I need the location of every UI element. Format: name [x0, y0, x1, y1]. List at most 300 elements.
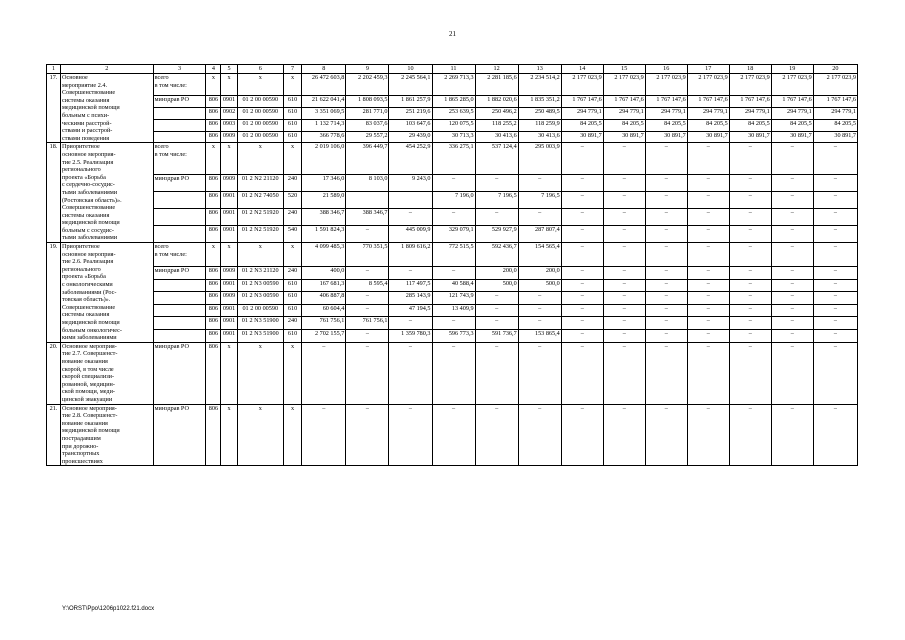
amount-cell: – — [645, 226, 687, 243]
measure-name-line: Основное мероприя- — [62, 342, 117, 350]
measure-name-line: вование оказания — [62, 357, 108, 365]
measure-name-line: ской помощи, меди- — [62, 388, 115, 396]
section-code: 0901 — [221, 304, 237, 317]
amount-cell: 30 891,7 — [729, 131, 771, 143]
amount-cell: 47 194,5 — [389, 304, 432, 317]
target-article-code: х — [237, 243, 283, 267]
amount-cell: – — [645, 192, 687, 209]
amount-cell: – — [771, 209, 813, 226]
amount-cell: – — [687, 243, 729, 267]
amount-cell: 329 079,1 — [432, 226, 475, 243]
amount-cell: 250 489,5 — [518, 107, 561, 119]
amount-cell: 529 927,9 — [475, 226, 518, 243]
amount-cell: 21 622 041,4 — [302, 96, 346, 108]
amount-cell: 167 681,3 — [302, 279, 346, 292]
grbs-code: 806 — [206, 279, 221, 292]
amount-cell: 8 595,4 — [346, 279, 389, 292]
grbs-code: 806 — [206, 131, 221, 143]
amount-cell: – — [302, 342, 346, 404]
column-number-5: 5 — [221, 65, 237, 74]
amount-cell: – — [603, 209, 645, 226]
amount-cell: 1 359 780,3 — [389, 330, 432, 343]
grbs-code: 806 — [206, 226, 221, 243]
amount-cell: – — [729, 317, 771, 330]
measure-name-line: больным с сосудис- — [62, 226, 114, 234]
section-code: 0903 — [221, 119, 237, 131]
funding-source — [153, 292, 206, 305]
section-code: 0909 — [221, 131, 237, 143]
measure-name-line: вование оказания — [62, 419, 108, 427]
expense-type-code: 240 — [283, 317, 301, 330]
funding-source — [153, 304, 206, 317]
grbs-code: 806 — [206, 317, 221, 330]
grbs-code: 806 — [206, 342, 221, 404]
amount-cell: – — [687, 292, 729, 305]
amount-cell: 396 449,7 — [346, 143, 389, 175]
amount-cell: – — [603, 143, 645, 175]
target-article-code: 01 2 N2 74050 — [237, 192, 283, 209]
amount-cell: – — [729, 266, 771, 279]
amount-cell: 400,0 — [302, 266, 346, 279]
section-code: 0909 — [221, 292, 237, 305]
amount-cell: – — [475, 175, 518, 192]
expense-type-code: 240 — [283, 266, 301, 279]
amount-cell: – — [729, 192, 771, 209]
amount-cell: – — [561, 317, 603, 330]
funding-source — [153, 330, 206, 343]
amount-cell: – — [645, 279, 687, 292]
budget-table — [46, 64, 858, 466]
expense-type-code: х — [283, 243, 301, 267]
amount-cell: 1 835 351,2 — [518, 96, 561, 108]
amount-cell: 281 771,0 — [346, 107, 389, 119]
column-number-7: 7 — [283, 65, 301, 74]
measure-name — [61, 243, 154, 343]
column-number-6: 6 — [237, 65, 283, 74]
amount-cell: – — [687, 279, 729, 292]
amount-cell: – — [771, 266, 813, 279]
page-number: 21 — [449, 30, 456, 38]
grbs-code: х — [206, 243, 221, 267]
amount-cell: 153 865,4 — [518, 330, 561, 343]
funding-source: минздрав РО — [153, 96, 206, 108]
table-row — [47, 192, 858, 209]
section-code: 0901 — [221, 330, 237, 343]
amount-cell: 770 351,5 — [346, 243, 389, 267]
target-article-code: х — [237, 143, 283, 175]
amount-cell: 253 639,5 — [432, 107, 475, 119]
target-article-code: 01 2 N3 00590 — [237, 292, 283, 305]
section-code: 0909 — [221, 175, 237, 192]
measure-name-line: с сердечно-сосудис- — [62, 181, 115, 189]
amount-cell: – — [346, 304, 389, 317]
amount-cell: 1 861 257,9 — [389, 96, 432, 108]
amount-cell: 1 767 147,6 — [645, 96, 687, 108]
grbs-code: 806 — [206, 175, 221, 192]
column-number-20: 20 — [813, 65, 857, 74]
amount-cell: – — [645, 266, 687, 279]
column-number-17: 17 — [687, 65, 729, 74]
amount-cell: – — [687, 342, 729, 404]
amount-cell: – — [771, 192, 813, 209]
amount-cell: – — [687, 404, 729, 466]
measure-name-line: при дорожно- — [62, 442, 99, 450]
amount-cell: 200,0 — [475, 266, 518, 279]
amount-cell: 30 891,7 — [561, 131, 603, 143]
amount-cell: – — [687, 175, 729, 192]
amount-cell: 1 809 616,2 — [389, 243, 432, 267]
amount-cell: – — [687, 317, 729, 330]
measure-name — [61, 143, 154, 243]
measure-name-line: скорой, в том числе — [62, 365, 114, 373]
expense-type-code: 610 — [283, 330, 301, 343]
target-article-code: 01 2 00 00590 — [237, 304, 283, 317]
measure-name-line: Приоритетное — [62, 143, 100, 151]
amount-cell: – — [561, 330, 603, 343]
amount-cell: – — [729, 292, 771, 305]
amount-cell: – — [603, 404, 645, 466]
column-number-15: 15 — [603, 65, 645, 74]
amount-cell: 2 177 023,9 — [645, 74, 687, 96]
amount-cell: 7 196,5 — [475, 192, 518, 209]
amount-cell: – — [518, 342, 561, 404]
amount-cell: 84 205,5 — [603, 119, 645, 131]
amount-cell: – — [561, 292, 603, 305]
row-number: 20. — [47, 342, 61, 404]
measure-name-line: тыми заболеваниями — [62, 188, 118, 196]
amount-cell: – — [603, 226, 645, 243]
amount-cell: – — [771, 143, 813, 175]
amount-cell: 29 557,2 — [346, 131, 389, 143]
amount-cell: – — [813, 342, 857, 404]
table-row — [47, 342, 858, 404]
amount-cell: 118 255,2 — [475, 119, 518, 131]
amount-cell: 388 346,7 — [302, 209, 346, 226]
amount-cell: – — [389, 404, 432, 466]
amount-cell: – — [813, 304, 857, 317]
amount-cell: – — [603, 243, 645, 267]
amount-cell: – — [346, 292, 389, 305]
amount-cell: – — [475, 342, 518, 404]
measure-name — [61, 342, 154, 404]
amount-cell: – — [432, 266, 475, 279]
amount-cell: 26 472 603,8 — [302, 74, 346, 96]
expense-type-code: 240 — [283, 175, 301, 192]
measure-name-line: тие 2.8. Совершенст- — [62, 412, 118, 420]
table-row — [47, 74, 858, 96]
amount-cell: 7 196,5 — [518, 192, 561, 209]
amount-cell: – — [346, 226, 389, 243]
amount-cell: 30 413,6 — [518, 131, 561, 143]
measure-name-line: цинской эвакуации — [62, 395, 113, 403]
amount-cell: – — [518, 317, 561, 330]
expense-type-code: х — [283, 143, 301, 175]
column-number-16: 16 — [645, 65, 687, 74]
measure-name-line: тие 2.6. Реализация — [62, 258, 114, 266]
table-row — [47, 209, 858, 226]
amount-cell: 537 124,4 — [475, 143, 518, 175]
section-code: х — [221, 74, 237, 96]
table-row — [47, 226, 858, 243]
amount-cell: 251 219,6 — [389, 107, 432, 119]
table-row — [47, 243, 858, 267]
grbs-code: х — [206, 74, 221, 96]
measure-name-line: скорой специализи- — [62, 373, 115, 381]
funding-source — [153, 131, 206, 143]
amount-cell: – — [771, 292, 813, 305]
section-code: х — [221, 243, 237, 267]
expense-type-code: 610 — [283, 119, 301, 131]
amount-cell: 154 565,4 — [518, 243, 561, 267]
amount-cell: – — [687, 226, 729, 243]
measure-name-line: медицинской помощи — [62, 219, 120, 227]
target-article-code: 01 2 N2 51920 — [237, 226, 283, 243]
target-article-code: 01 2 00 00590 — [237, 107, 283, 119]
measure-name-line: проекта «Борьба — [62, 173, 106, 181]
amount-cell: – — [518, 404, 561, 466]
amount-cell: – — [561, 304, 603, 317]
amount-cell: – — [603, 175, 645, 192]
amount-cell: – — [645, 304, 687, 317]
amount-cell: 294 779,1 — [813, 107, 857, 119]
amount-cell: 1 767 147,6 — [771, 96, 813, 108]
target-article-code: 01 2 N2 21120 — [237, 175, 283, 192]
amount-cell: – — [603, 279, 645, 292]
amount-cell: – — [432, 209, 475, 226]
amount-cell: – — [603, 342, 645, 404]
table-row — [47, 119, 858, 131]
amount-cell: – — [813, 209, 857, 226]
amount-cell: 30 891,7 — [687, 131, 729, 143]
amount-cell: 84 205,5 — [645, 119, 687, 131]
measure-name-line: системы оказания — [62, 96, 110, 104]
amount-cell: 30 413,6 — [475, 131, 518, 143]
measure-name — [61, 404, 154, 466]
measure-name-line: происшествиях — [62, 457, 103, 465]
amount-cell: – — [813, 317, 857, 330]
section-code: х — [221, 404, 237, 466]
amount-cell: – — [813, 279, 857, 292]
amount-cell: – — [729, 279, 771, 292]
funding-source: всего в том числе: — [153, 243, 206, 267]
amount-cell: 2 269 713,3 — [432, 74, 475, 96]
amount-cell: – — [813, 192, 857, 209]
amount-cell: – — [645, 143, 687, 175]
measure-name-line: системы оказания — [62, 311, 110, 319]
amount-cell: 1 767 147,6 — [813, 96, 857, 108]
measure-name-line: медицинской помощи — [62, 319, 120, 326]
amount-cell: – — [687, 266, 729, 279]
amount-cell: – — [346, 330, 389, 343]
amount-cell: – — [603, 292, 645, 305]
amount-cell: – — [346, 404, 389, 466]
section-code: х — [221, 143, 237, 175]
amount-cell: 120 075,5 — [432, 119, 475, 131]
amount-cell: – — [561, 342, 603, 404]
amount-cell: 118 259,9 — [518, 119, 561, 131]
amount-cell: 84 205,5 — [729, 119, 771, 131]
amount-cell: 103 647,6 — [389, 119, 432, 131]
amount-cell: – — [729, 175, 771, 192]
expense-type-code: х — [283, 404, 301, 466]
measure-name-line: Основное — [62, 74, 88, 81]
target-article-code: 01 2 00 00590 — [237, 131, 283, 143]
measure-name-line: пострадавшим — [62, 434, 101, 442]
amount-cell: – — [302, 404, 346, 466]
section-code: 0902 — [221, 107, 237, 119]
target-article-code: 01 2 N3 51900 — [237, 317, 283, 330]
amount-cell: – — [518, 304, 561, 317]
measure-name-line: ческими расстрой- — [62, 119, 112, 127]
amount-cell: 30 891,7 — [603, 131, 645, 143]
amount-cell: – — [771, 279, 813, 292]
amount-cell: – — [475, 404, 518, 466]
funding-source — [153, 279, 206, 292]
amount-cell: 772 515,5 — [432, 243, 475, 267]
table-row — [47, 317, 858, 330]
amount-cell: – — [561, 226, 603, 243]
amount-cell: – — [813, 226, 857, 243]
section-code: 0909 — [221, 266, 237, 279]
measure-name-line: регионального — [62, 265, 101, 273]
amount-cell: – — [389, 342, 432, 404]
amount-cell: 30 891,7 — [771, 131, 813, 143]
amount-cell: 2 202 459,3 — [346, 74, 389, 96]
amount-cell: – — [561, 404, 603, 466]
amount-cell: – — [813, 330, 857, 343]
file-path-footer: Y:\ORST\Ppo\1206p1022.f21.docx — [62, 606, 155, 612]
amount-cell: 1 132 714,3 — [302, 119, 346, 131]
expense-type-code: х — [283, 342, 301, 404]
measure-name-line: мероприятие 2.4. — [62, 81, 108, 89]
amount-cell: 454 252,9 — [389, 143, 432, 175]
amount-cell: 2 234 514,2 — [518, 74, 561, 96]
amount-cell: 596 773,3 — [432, 330, 475, 343]
amount-cell: 1 767 147,6 — [729, 96, 771, 108]
amount-cell: – — [687, 209, 729, 226]
grbs-code: 806 — [206, 404, 221, 466]
amount-cell: – — [389, 266, 432, 279]
column-number-2: 2 — [61, 65, 154, 74]
amount-cell: – — [687, 330, 729, 343]
amount-cell: 287 807,4 — [518, 226, 561, 243]
column-number-row — [47, 65, 858, 74]
column-number-3: 3 — [153, 65, 206, 74]
amount-cell: 336 275,1 — [432, 143, 475, 175]
target-article-code: х — [237, 74, 283, 96]
amount-cell: 30 713,3 — [432, 131, 475, 143]
amount-cell: – — [771, 342, 813, 404]
amount-cell: 84 205,5 — [813, 119, 857, 131]
amount-cell: 294 779,1 — [603, 107, 645, 119]
grbs-code: 806 — [206, 292, 221, 305]
amount-cell: 2 177 023,9 — [813, 74, 857, 96]
table-row — [47, 143, 858, 175]
measure-name-line: Приоритетное — [62, 243, 100, 251]
expense-type-code: 540 — [283, 226, 301, 243]
amount-cell: – — [771, 404, 813, 466]
measure-name-line: ствами и расстрой- — [62, 127, 113, 135]
measure-name-line: медицинской помощи — [62, 104, 120, 112]
amount-cell: – — [561, 209, 603, 226]
section-code: 0901 — [221, 279, 237, 292]
section-code: 0901 — [221, 192, 237, 209]
funding-source — [153, 209, 206, 226]
column-number-13: 13 — [518, 65, 561, 74]
amount-cell: – — [729, 209, 771, 226]
amount-cell: 250 496,2 — [475, 107, 518, 119]
amount-cell: 591 736,7 — [475, 330, 518, 343]
column-number-9: 9 — [346, 65, 389, 74]
row-number: 18. — [47, 143, 61, 243]
amount-cell: – — [813, 175, 857, 192]
amount-cell: – — [771, 175, 813, 192]
amount-cell: 761 756,1 — [346, 317, 389, 330]
target-article-code: 01 2 00 00590 — [237, 96, 283, 108]
amount-cell: – — [729, 243, 771, 267]
amount-cell: 295 003,9 — [518, 143, 561, 175]
expense-type-code: х — [283, 74, 301, 96]
grbs-code: 806 — [206, 304, 221, 317]
amount-cell: – — [561, 266, 603, 279]
column-number-12: 12 — [475, 65, 518, 74]
amount-cell: – — [389, 317, 432, 330]
section-code: 0901 — [221, 226, 237, 243]
amount-cell: 285 143,9 — [389, 292, 432, 305]
measure-name-line: заболеваниями (Рос- — [62, 288, 117, 296]
column-number-1: 1 — [47, 65, 61, 74]
table-row — [47, 96, 858, 108]
amount-cell: – — [645, 404, 687, 466]
amount-cell: – — [645, 175, 687, 192]
amount-cell: – — [771, 317, 813, 330]
column-number-10: 10 — [389, 65, 432, 74]
table-row — [47, 131, 858, 143]
table-row — [47, 107, 858, 119]
measure-name-line: транспортных — [62, 450, 100, 458]
amount-cell: 2 177 023,9 — [729, 74, 771, 96]
amount-cell: – — [475, 292, 518, 305]
funding-source: всего в том числе: — [153, 143, 206, 175]
amount-cell: 500,0 — [518, 279, 561, 292]
amount-cell: 388 346,7 — [346, 209, 389, 226]
funding-source — [153, 192, 206, 209]
expense-type-code: 610 — [283, 304, 301, 317]
amount-cell: 2 019 106,0 — [302, 143, 346, 175]
amount-cell: 30 891,7 — [813, 131, 857, 143]
funding-source: минздрав РО — [153, 404, 206, 466]
measure-name-line: товская область)». — [62, 296, 111, 304]
measure-name-line: регионального — [62, 166, 101, 174]
column-number-14: 14 — [561, 65, 603, 74]
amount-cell: – — [603, 330, 645, 343]
measure-name-line: тыми заболеваниями — [62, 234, 118, 242]
amount-cell: 1 767 147,6 — [687, 96, 729, 108]
amount-cell: 294 779,1 — [561, 107, 603, 119]
amount-cell: – — [603, 266, 645, 279]
measure-name-line: кими заболеваниями — [62, 334, 117, 342]
expense-type-code: 610 — [283, 292, 301, 305]
amount-cell: – — [687, 192, 729, 209]
table-row — [47, 304, 858, 317]
expense-type-code: 610 — [283, 96, 301, 108]
measure-name-line: основное мероприя- — [62, 250, 116, 258]
measure-name-line: проекта «Борьба — [62, 273, 106, 281]
amount-cell: 84 205,5 — [771, 119, 813, 131]
target-article-code: 01 2 N3 21120 — [237, 266, 283, 279]
amount-cell: 7 196,0 — [432, 192, 475, 209]
amount-cell: 294 779,1 — [729, 107, 771, 119]
